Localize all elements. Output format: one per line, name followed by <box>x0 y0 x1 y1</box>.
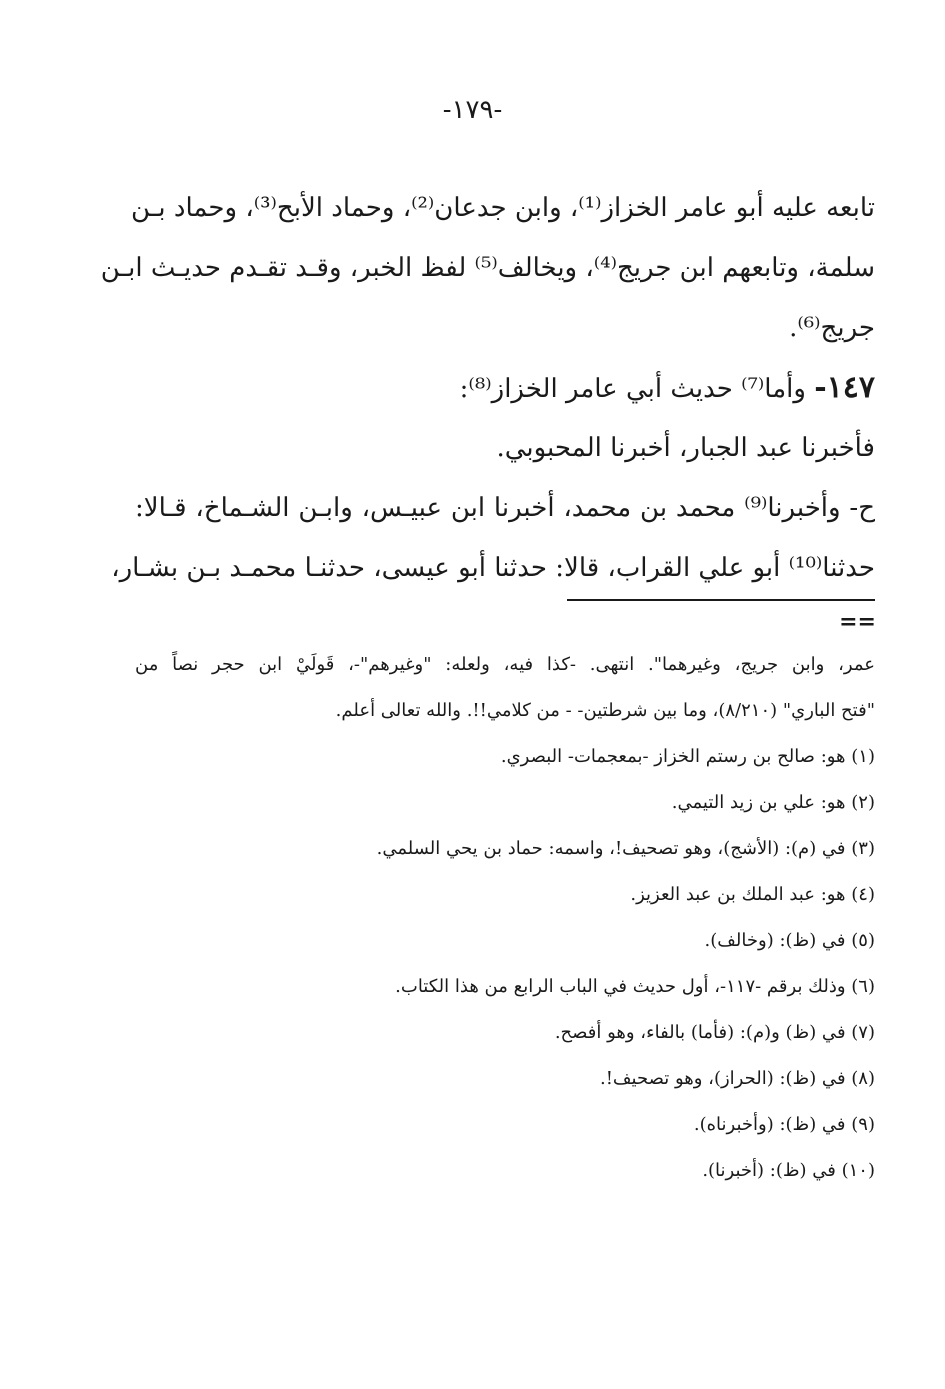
footnote-7: (٧) في (ظ) و(م): (فأما) بالفاء، وهو أفصح. <box>554 1022 875 1043</box>
hadith-heading-line <box>135 358 875 418</box>
main-text <box>100 178 876 598</box>
footnotes <box>135 642 875 1194</box>
footnote-9: (٩) في (ظ): (وأخبرناه). <box>693 1114 875 1135</box>
text-line-3: جريج⁽⁶⁾. <box>789 313 875 343</box>
footnote-continuation-line-1: عمر، وابن جريج، وغيرهما". انتهى. -كذا فيه، ولعله: "وغيرهم"-، قَولَيْ ابن حجر نصاً من <box>135 654 875 675</box>
footnote-2: (٢) هو: علي بن زيد التيمي. <box>671 792 875 813</box>
text-line-7: حدثنا⁽¹⁰⁾ أبو علي القراب، قالا: حدثنا أبو عيسى، حدثنـا محمـد بـن بشـار، <box>111 553 875 583</box>
footnote-6: (٦) وذلك برقم -١١٧-، أول حديث في الباب الرابع من هذا الكتاب. <box>395 976 875 997</box>
hadith-heading-text: وأما⁽⁷⁾ حديث أبي عامر الخزاز⁽⁸⁾: <box>459 374 815 404</box>
text-line-1: تابعه عليه أبو عامر الخزاز⁽¹⁾، وابن جدعان⁽²⁾، وحماد الأبح⁽³⁾، وحماد بـن <box>130 193 875 223</box>
hadith-number: ١٤٧- <box>814 370 875 405</box>
footnote-10: (١٠) في (ظ): (أخبرنا). <box>702 1160 875 1181</box>
text-line-2: سلمة، وتابعهم ابن جريج⁽⁴⁾، ويخالف⁽⁵⁾ لفظ الخبر، وقـد تقـدم حديـث ابـن <box>100 253 875 283</box>
footnote-8: (٨) في (ظ): (الحراز)، وهو تصحيف!. <box>599 1068 875 1089</box>
footnote-separator-rule <box>567 599 875 601</box>
footnote-4: (٤) هو: عبد الملك بن عبد العزيز. <box>630 884 875 905</box>
footnote-continuation-line-2: "فتح الباري" (٨/٢١٠)، وما بين شرطتين- - من كلامي!!. والله تعالى أعلم. <box>335 700 875 721</box>
text-line-5: فأخبرنا عبد الجبار، أخبرنا المحبوبي. <box>496 433 875 463</box>
continuation-mark: == <box>839 609 876 635</box>
footnote-1: (١) هو: صالح بن رستم الخزاز -بمعجمات- البصري. <box>500 746 875 767</box>
text-line-6: ح- وأخبرنا⁽⁹⁾ محمد بن محمد، أخبرنا ابن عبيـس، وابـن الشـماخ، قـالا: <box>135 493 876 523</box>
page-number: -١٧٩- <box>442 95 503 125</box>
footnote-5: (٥) في (ظ): (وخالف). <box>704 930 875 951</box>
footnote-3: (٣) في (م): (الأشج)، وهو تصحيف!، واسمه: حماد بن يحي السلمي. <box>376 838 875 859</box>
